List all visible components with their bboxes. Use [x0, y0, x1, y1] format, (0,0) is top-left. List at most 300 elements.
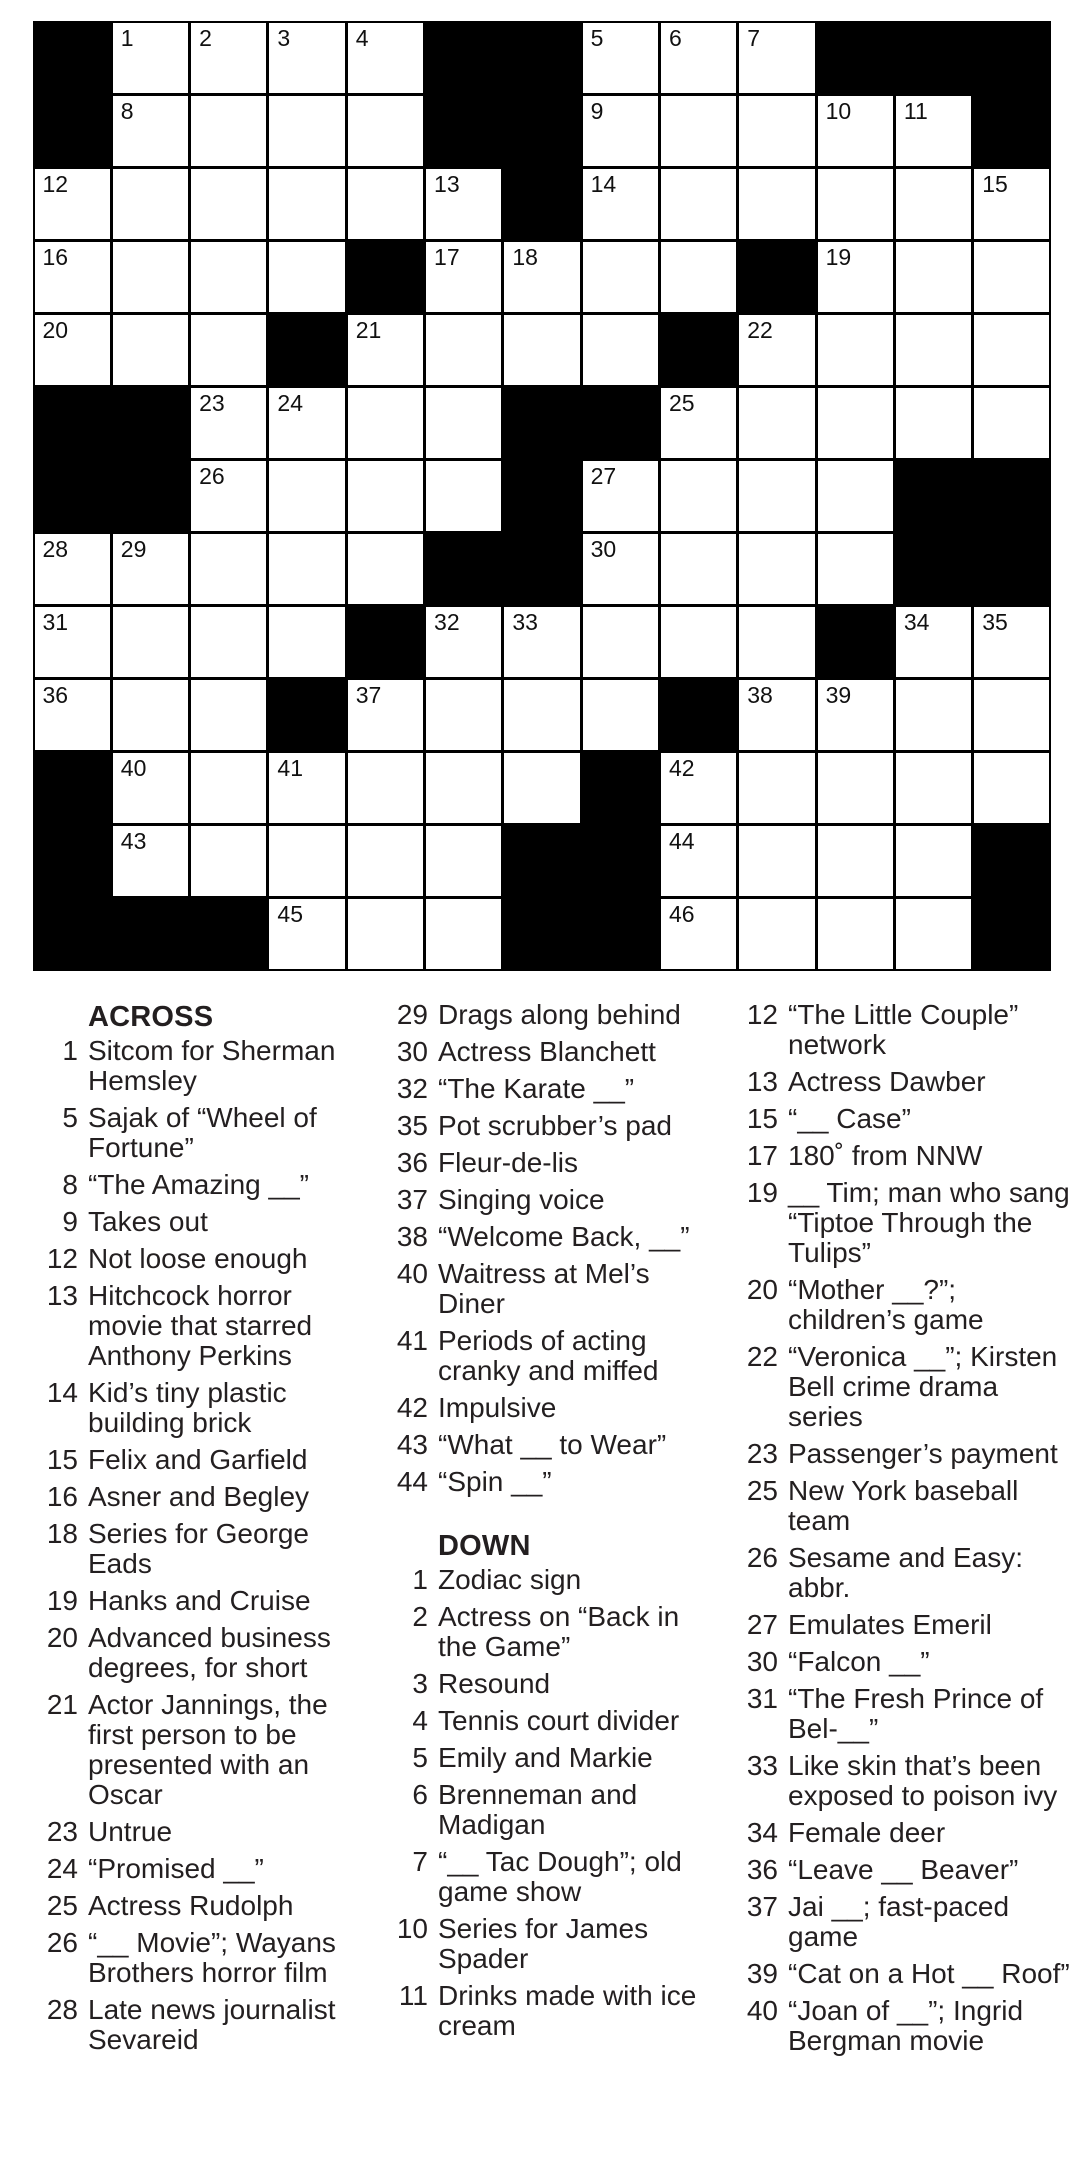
grid-cell[interactable]: [426, 169, 501, 239]
clue-text: Brenneman and Madigan: [438, 1779, 638, 1840]
clue-text: Advanced business degrees, for short: [88, 1622, 331, 1683]
cell-number: 4: [355, 24, 369, 51]
grid-block: [35, 96, 110, 166]
grid-cell[interactable]: [191, 680, 266, 750]
clue-number: 8: [62, 1169, 78, 1200]
cell-number: 33: [512, 609, 538, 636]
across-clue: [384, 1148, 714, 1178]
grid-block: [583, 388, 658, 458]
clue-text: Zodiac sign: [438, 1564, 582, 1595]
grid-block: [35, 826, 110, 896]
clue-number: 15: [46, 1444, 78, 1475]
grid-block: [35, 23, 110, 93]
cell-number: 5: [590, 24, 604, 51]
grid-cell[interactable]: [191, 169, 266, 239]
grid-cell[interactable]: [583, 315, 658, 385]
grid-cell[interactable]: [348, 899, 423, 969]
cell-number: 32: [434, 609, 460, 636]
grid-cell[interactable]: [504, 242, 579, 312]
grid-block: [35, 753, 110, 823]
grid-cell[interactable]: [818, 753, 893, 823]
grid-cell[interactable]: [191, 388, 266, 458]
grid-cell[interactable]: [661, 826, 736, 896]
clue-text: “The Little Couple” network: [788, 999, 1019, 1060]
grid-block: [113, 899, 188, 969]
clue-number: 37: [746, 1891, 778, 1922]
clue-text: Sesame and Easy: abbr.: [788, 1542, 1024, 1603]
grid-cell[interactable]: [113, 753, 188, 823]
grid-cell[interactable]: [191, 315, 266, 385]
across-clue: [384, 1185, 714, 1215]
grid-cell[interactable]: [739, 23, 814, 93]
across-clue: [384, 1326, 714, 1386]
clue-text: Drags along behind: [438, 999, 681, 1030]
clue-text: Hanks and Cruise: [88, 1585, 311, 1616]
clue-number: 39: [746, 1958, 778, 1989]
grid-cell[interactable]: [739, 96, 814, 166]
grid-block: [504, 23, 579, 93]
grid-cell[interactable]: [739, 534, 814, 604]
grid-block: [504, 388, 579, 458]
grid-cell[interactable]: [583, 242, 658, 312]
grid-cell[interactable]: [818, 96, 893, 166]
clue-text: Actress Dawber: [788, 1066, 986, 1097]
grid-block: [583, 899, 658, 969]
grid-cell[interactable]: [661, 388, 736, 458]
cell-number: 23: [199, 389, 225, 416]
grid-block: [583, 753, 658, 823]
clue-number: 14: [46, 1377, 78, 1408]
clue-text: Female deer: [788, 1817, 946, 1848]
grid-cell[interactable]: [35, 169, 110, 239]
grid-cell[interactable]: [661, 461, 736, 531]
across-heading: ACROSS: [88, 1001, 214, 1033]
cell-number: 24: [277, 389, 304, 416]
grid-block: [348, 242, 423, 312]
clue-text: Sitcom for Sherman Hemsley: [88, 1035, 336, 1096]
grid-cell[interactable]: [896, 169, 971, 239]
grid-cell[interactable]: [661, 753, 736, 823]
clue-number: 17: [746, 1140, 778, 1171]
grid-cell[interactable]: [269, 461, 344, 531]
grid-block: [974, 461, 1049, 531]
grid-cell[interactable]: [35, 315, 110, 385]
grid-cell[interactable]: [974, 680, 1049, 750]
grid-cell[interactable]: [583, 96, 658, 166]
cell-number: 40: [120, 755, 147, 782]
grid-cell[interactable]: [191, 534, 266, 604]
down-clue: [734, 1996, 1074, 2056]
grid-cell[interactable]: [426, 315, 501, 385]
down-clue: [384, 1914, 714, 1974]
clue-text: “Welcome Back, __”: [438, 1221, 690, 1252]
clue-number: 32: [396, 1073, 428, 1104]
across-clue: [34, 1170, 354, 1200]
down-clue: [734, 1610, 1074, 1640]
across-clue: [34, 1854, 354, 1884]
clue-text: Takes out: [88, 1206, 208, 1237]
cell-number: 3: [277, 24, 291, 51]
cell-number: 30: [590, 536, 617, 563]
cell-number: 19: [825, 243, 852, 270]
down-clue: [734, 1751, 1074, 1811]
clue-number: 12: [746, 999, 778, 1030]
grid-cell[interactable]: [191, 23, 266, 93]
clue-number: 30: [396, 1036, 428, 1067]
grid-cell[interactable]: [583, 23, 658, 93]
grid-block: [818, 607, 893, 677]
grid-cell[interactable]: [896, 607, 971, 677]
grid-cell[interactable]: [113, 607, 188, 677]
grid-cell[interactable]: [739, 607, 814, 677]
grid-block: [113, 461, 188, 531]
clue-number: 7: [412, 1846, 428, 1877]
grid-cell[interactable]: [739, 388, 814, 458]
cell-number: 29: [120, 536, 147, 563]
cell-number: 9: [590, 97, 604, 124]
grid-cell[interactable]: [269, 242, 344, 312]
grid-cell[interactable]: [583, 680, 658, 750]
grid-cell[interactable]: [974, 753, 1049, 823]
grid-cell[interactable]: [348, 461, 423, 531]
clue-number: 15: [746, 1103, 778, 1134]
grid-block: [661, 315, 736, 385]
grid-cell[interactable]: [896, 388, 971, 458]
down-heading: DOWN: [438, 1530, 531, 1562]
grid-cell[interactable]: [739, 899, 814, 969]
grid-cell[interactable]: [974, 607, 1049, 677]
down-clue: [734, 1104, 1074, 1134]
grid-cell[interactable]: [191, 826, 266, 896]
across-clue: [384, 1000, 714, 1030]
grid-cell[interactable]: [426, 388, 501, 458]
clue-number: 18: [46, 1518, 78, 1549]
grid-cell[interactable]: [113, 169, 188, 239]
down-clue: [384, 1847, 714, 1907]
down-clue: [734, 1855, 1074, 1885]
cell-number: 43: [120, 828, 147, 855]
clue-number: 6: [412, 1779, 428, 1810]
grid-cell[interactable]: [35, 607, 110, 677]
grid-cell[interactable]: [348, 753, 423, 823]
grid-block: [583, 826, 658, 896]
grid-cell[interactable]: [348, 388, 423, 458]
clue-text: “Promised __”: [88, 1853, 264, 1884]
clue-number: 36: [746, 1854, 778, 1885]
clue-text: 180˚ from NNW: [788, 1140, 983, 1171]
grid-cell[interactable]: [583, 169, 658, 239]
down-clue: [734, 1141, 1074, 1171]
clue-text: “The Karate __”: [438, 1073, 635, 1104]
grid-block: [35, 461, 110, 531]
down-clue: [734, 1000, 1074, 1060]
clue-text: New York baseball team: [788, 1475, 1019, 1536]
grid-cell[interactable]: [113, 680, 188, 750]
cell-number: 39: [825, 682, 852, 709]
grid-cell[interactable]: [348, 826, 423, 896]
across-clue: [34, 1928, 354, 1988]
grid-cell[interactable]: [426, 242, 501, 312]
clue-number: 3: [412, 1668, 428, 1699]
grid-cell[interactable]: [818, 461, 893, 531]
across-clue: [34, 1482, 354, 1512]
cell-number: 35: [982, 609, 1008, 636]
clue-number: 31: [746, 1683, 778, 1714]
grid-cell[interactable]: [35, 242, 110, 312]
grid-block: [348, 607, 423, 677]
cell-number: 12: [42, 170, 69, 197]
grid-cell[interactable]: [974, 169, 1049, 239]
cell-number: 28: [42, 536, 69, 563]
grid-cell[interactable]: [504, 753, 579, 823]
grid-cell[interactable]: [896, 753, 971, 823]
grid-cell[interactable]: [348, 680, 423, 750]
grid-cell[interactable]: [739, 315, 814, 385]
across-clue: [34, 1690, 354, 1810]
grid-cell[interactable]: [348, 169, 423, 239]
clue-text: “Mother __?”; children’s game: [788, 1274, 984, 1335]
grid-cell[interactable]: [739, 753, 814, 823]
clue-text: Emily and Markie: [438, 1742, 653, 1773]
grid-cell[interactable]: [739, 169, 814, 239]
grid-cell[interactable]: [896, 680, 971, 750]
clue-text: “__ Movie”; Wayans Brothers horror film: [88, 1927, 336, 1988]
grid-cell[interactable]: [191, 753, 266, 823]
grid-cell[interactable]: [504, 607, 579, 677]
grid-cell[interactable]: [348, 96, 423, 166]
grid-cell[interactable]: [113, 826, 188, 896]
grid-block: [35, 388, 110, 458]
grid-cell[interactable]: [35, 680, 110, 750]
clue-text: Pot scrubber’s pad: [438, 1110, 672, 1141]
grid-cell[interactable]: [818, 242, 893, 312]
cell-number: 17: [434, 243, 460, 270]
grid-cell[interactable]: [974, 242, 1049, 312]
grid-cell[interactable]: [896, 315, 971, 385]
down-clue: [384, 1602, 714, 1662]
grid-cell[interactable]: [896, 96, 971, 166]
grid-cell[interactable]: [269, 388, 344, 458]
clue-number: 42: [396, 1392, 428, 1423]
clue-text: Hitchcock horror movie that starred Anthony Perkins: [88, 1280, 313, 1371]
grid-cell[interactable]: [35, 534, 110, 604]
grid-cell[interactable]: [818, 534, 893, 604]
clue-number: 40: [746, 1995, 778, 2026]
cell-number: 7: [747, 24, 761, 51]
grid-cell[interactable]: [113, 242, 188, 312]
grid-block: [974, 534, 1049, 604]
grid-cell[interactable]: [818, 388, 893, 458]
grid-cell[interactable]: [191, 461, 266, 531]
grid-cell[interactable]: [269, 753, 344, 823]
grid-cell[interactable]: [818, 315, 893, 385]
grid-cell[interactable]: [269, 23, 344, 93]
across-clue: [34, 1623, 354, 1683]
grid-cell[interactable]: [896, 826, 971, 896]
grid-cell[interactable]: [113, 23, 188, 93]
clue-number: 1: [62, 1035, 78, 1066]
clue-text: “__ Tac Dough”; old game show: [438, 1846, 682, 1907]
grid-cell[interactable]: [661, 242, 736, 312]
cell-number: 46: [668, 901, 695, 928]
clue-text: Waitress at Mel’s Diner: [438, 1258, 650, 1319]
clue-text: Asner and Begley: [88, 1481, 310, 1512]
grid-block: [191, 899, 266, 969]
clue-text: Untrue: [88, 1816, 173, 1847]
clue-text: Late news journalist Sevareid: [88, 1994, 336, 2055]
grid-block: [504, 96, 579, 166]
grid-cell[interactable]: [504, 315, 579, 385]
clue-number: 9: [62, 1206, 78, 1237]
grid-cell[interactable]: [896, 899, 971, 969]
grid-cell[interactable]: [739, 680, 814, 750]
cell-number: 45: [277, 901, 304, 928]
down-clue: [734, 1959, 1074, 1989]
grid-cell[interactable]: [974, 315, 1049, 385]
across-clue: [34, 1244, 354, 1274]
down-clue: [384, 1565, 714, 1595]
cell-number: 10: [825, 97, 852, 124]
grid-block: [504, 169, 579, 239]
clue-number: 28: [46, 1994, 78, 2025]
clue-number: 40: [396, 1258, 428, 1289]
clue-number: 33: [746, 1750, 778, 1781]
grid-cell[interactable]: [661, 534, 736, 604]
grid-cell[interactable]: [426, 461, 501, 531]
clue-text: Jai __; fast-paced game: [788, 1891, 1010, 1952]
grid-cell[interactable]: [896, 242, 971, 312]
grid-cell[interactable]: [348, 534, 423, 604]
grid-cell[interactable]: [348, 23, 423, 93]
clue-text: Impulsive: [438, 1392, 557, 1423]
grid-block: [896, 23, 971, 93]
cell-number: 14: [590, 170, 617, 197]
across-clue: [34, 1103, 354, 1163]
cell-number: 22: [747, 316, 773, 343]
clue-number: 34: [746, 1817, 778, 1848]
clue-number: 25: [746, 1475, 778, 1506]
across-clue: [34, 1891, 354, 1921]
grid-cell[interactable]: [818, 899, 893, 969]
clue-number: 1: [412, 1564, 428, 1595]
grid-block: [269, 315, 344, 385]
cell-number: 36: [42, 682, 69, 709]
grid-block: [974, 826, 1049, 896]
grid-block: [504, 826, 579, 896]
clue-number: 43: [396, 1429, 428, 1460]
grid-cell[interactable]: [583, 607, 658, 677]
grid-block: [269, 680, 344, 750]
clue-text: Periods of acting cranky and miffed: [438, 1325, 659, 1386]
grid-cell[interactable]: [191, 96, 266, 166]
across-clue: [34, 1519, 354, 1579]
grid-cell[interactable]: [661, 607, 736, 677]
grid-cell[interactable]: [113, 534, 188, 604]
grid-cell[interactable]: [269, 96, 344, 166]
clue-text: “__ Case”: [788, 1103, 911, 1134]
clue-number: 27: [746, 1609, 778, 1640]
grid-cell[interactable]: [974, 388, 1049, 458]
clue-text: Tennis court divider: [438, 1705, 680, 1736]
grid-cell[interactable]: [269, 826, 344, 896]
across-clue: [34, 1036, 354, 1096]
down-clue: [734, 1275, 1074, 1335]
clue-text: Sajak of “Wheel of Fortune”: [88, 1102, 317, 1163]
grid-cell[interactable]: [426, 607, 501, 677]
grid-cell[interactable]: [818, 826, 893, 896]
down-clue: [384, 1743, 714, 1773]
grid-cell[interactable]: [269, 899, 344, 969]
grid-cell[interactable]: [661, 899, 736, 969]
grid-cell[interactable]: [818, 169, 893, 239]
grid-block: [896, 461, 971, 531]
grid-cell[interactable]: [348, 315, 423, 385]
across-clue: [384, 1259, 714, 1319]
grid-cell[interactable]: [739, 461, 814, 531]
cell-number: 42: [668, 755, 695, 782]
grid-cell[interactable]: [191, 607, 266, 677]
grid-block: [739, 242, 814, 312]
grid-block: [426, 96, 501, 166]
grid-cell[interactable]: [269, 534, 344, 604]
grid-cell[interactable]: [269, 607, 344, 677]
grid-block: [113, 388, 188, 458]
clue-text: Felix and Garfield: [88, 1444, 308, 1475]
grid-cell[interactable]: [426, 753, 501, 823]
grid-cell[interactable]: [426, 680, 501, 750]
grid-block: [818, 23, 893, 93]
clue-number: 30: [746, 1646, 778, 1677]
down-clue: [384, 1669, 714, 1699]
clue-number: 36: [396, 1147, 428, 1178]
grid-cell[interactable]: [583, 534, 658, 604]
grid-cell[interactable]: [426, 826, 501, 896]
down-clue: [384, 1706, 714, 1736]
clue-text: Series for George Eads: [88, 1518, 309, 1579]
grid-cell[interactable]: [583, 461, 658, 531]
grid-cell[interactable]: [426, 899, 501, 969]
grid-cell[interactable]: [269, 169, 344, 239]
clue-text: __ Tim; man who sang “Tiptoe Through the Tulips”: [788, 1177, 1070, 1268]
cell-number: 1: [120, 24, 134, 51]
clue-text: Actress Blanchett: [438, 1036, 656, 1067]
clue-number: 5: [62, 1102, 78, 1133]
across-clue: [34, 1995, 354, 2055]
grid-cell[interactable]: [661, 96, 736, 166]
grid-cell[interactable]: [191, 242, 266, 312]
grid-cell[interactable]: [113, 96, 188, 166]
clue-column-1: [34, 1000, 354, 2062]
clue-text: “Falcon __”: [788, 1646, 930, 1677]
down-clue: [734, 1476, 1074, 1536]
down-clue: [734, 1067, 1074, 1097]
grid-cell[interactable]: [504, 680, 579, 750]
grid-cell[interactable]: [739, 826, 814, 896]
across-clue: [384, 1430, 714, 1460]
across-clue: [34, 1586, 354, 1616]
grid-cell[interactable]: [818, 680, 893, 750]
across-clue: [384, 1393, 714, 1423]
cell-number: 11: [903, 97, 928, 124]
cell-number: 25: [668, 389, 695, 416]
clue-number: 11: [398, 1980, 428, 2011]
grid-cell[interactable]: [661, 23, 736, 93]
grid-cell[interactable]: [113, 315, 188, 385]
cell-number: 16: [42, 243, 69, 270]
grid-cell[interactable]: [661, 169, 736, 239]
clue-text: Passenger’s payment: [788, 1438, 1058, 1469]
across-clue: [384, 1111, 714, 1141]
